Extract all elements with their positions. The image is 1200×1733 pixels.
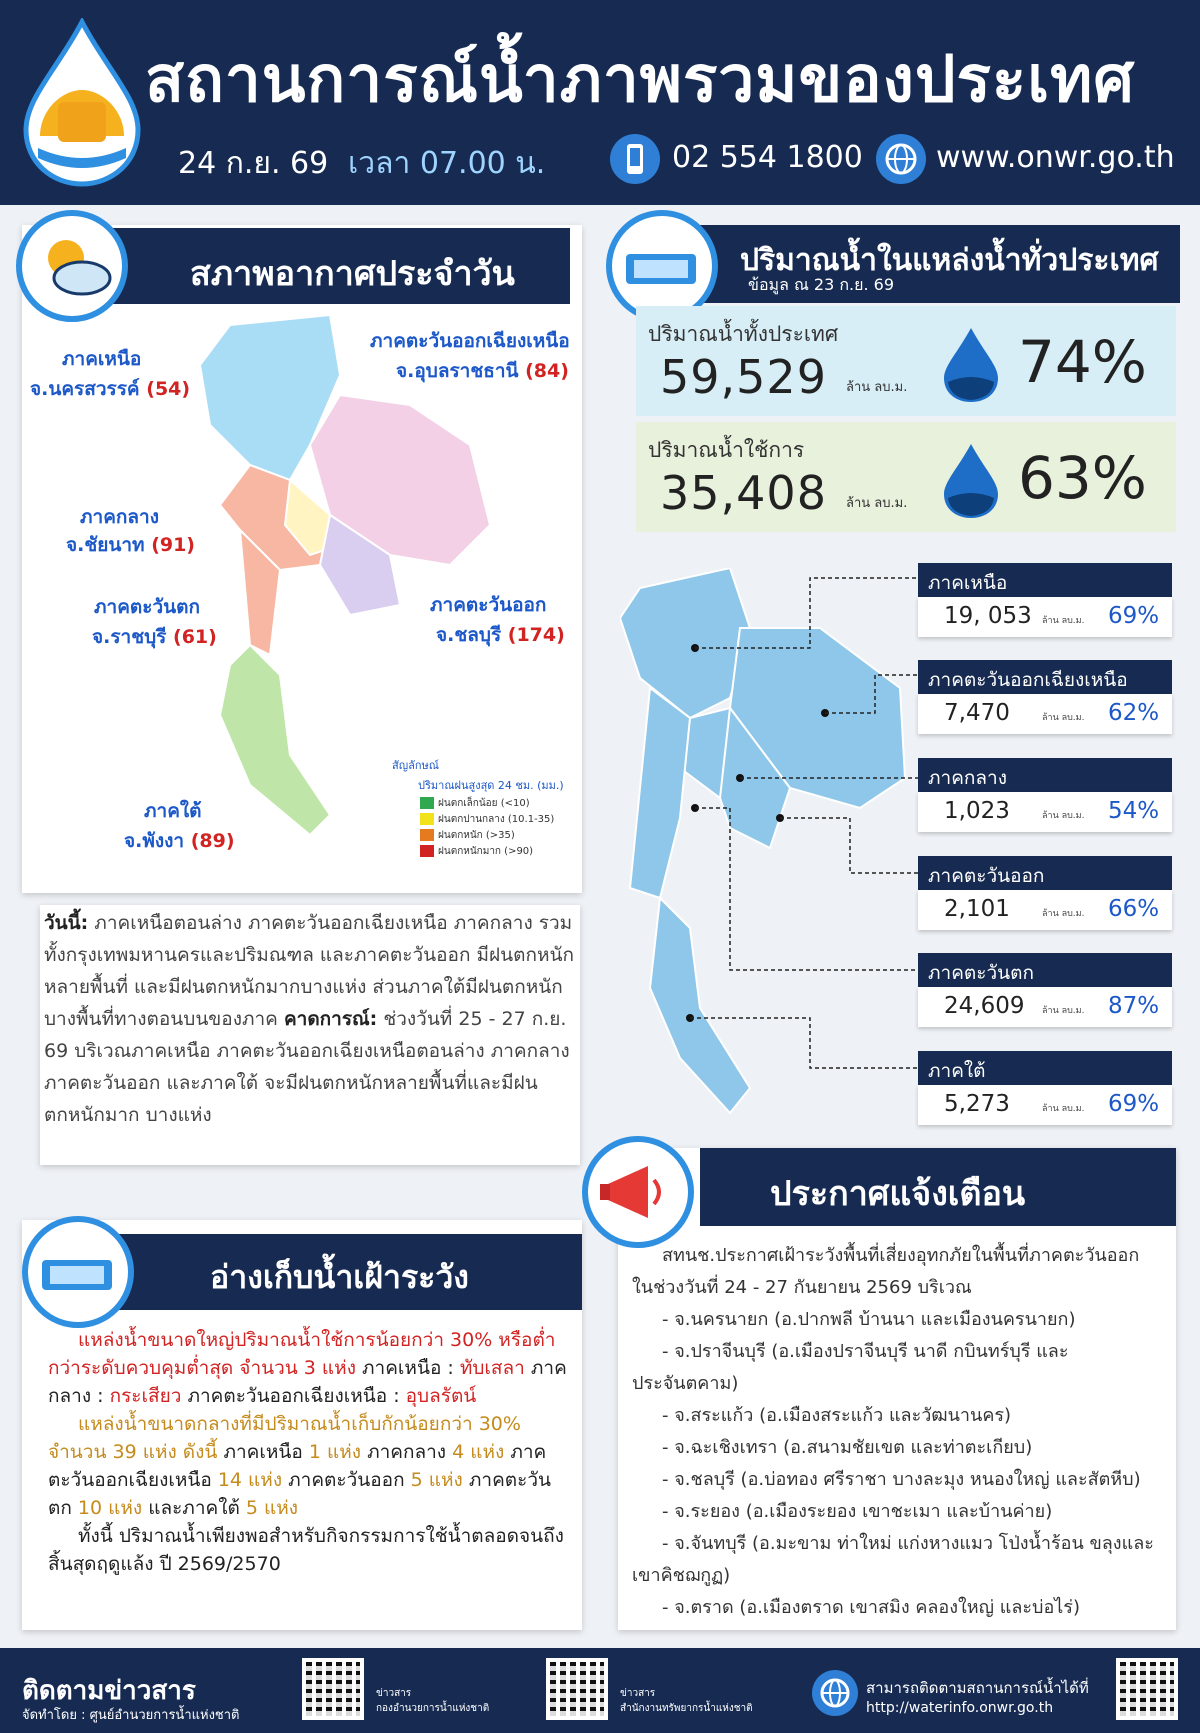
water-drop-icon — [940, 326, 1002, 404]
report-time: เวลา 07.00 น. — [348, 146, 546, 181]
qr-label: ข่าวสาร กองอำนวยการน้ำแห่งชาติ — [376, 1688, 490, 1714]
region-name: ภาคกลาง — [918, 758, 1172, 792]
weather-region-west-province: จ.ราชบุรี (61) — [92, 626, 217, 648]
phone-icon — [610, 134, 660, 184]
legend-item: ฝนตกเล็กน้อย (<10) — [420, 796, 530, 810]
region-percent: 87% — [1108, 993, 1160, 1019]
weather-region-northeast: ภาคตะวันออกเฉียงเหนือ — [370, 330, 570, 352]
qr-code[interactable] — [1116, 1658, 1178, 1720]
region-percent: 66% — [1108, 896, 1160, 922]
qr-code[interactable] — [546, 1658, 608, 1720]
report-date: 24 ก.ย. 69 — [178, 146, 329, 181]
weather-region-south: ภาคใต้ — [144, 800, 202, 822]
region-volume: 7,470 — [944, 700, 1010, 726]
legend-title: สัญลักษณ์ — [392, 759, 439, 772]
warning-item: - จ.ตราด (อ.เมืองตราด เขาสมิง คลองใหญ่ และบ่อไร่) — [662, 1597, 1080, 1618]
legend-item: ฝนตกปานกลาง (10.1-35) — [420, 812, 554, 826]
region-unit: ล้าน ลบ.ม. — [1042, 616, 1085, 626]
warning-item: - จ.ชลบุรี (อ.บ่อทอง ศรีราชา บางละมุง หนองใหญ่ และสัตหีบ) — [662, 1469, 1141, 1490]
usable-water-percent: 63% — [1018, 444, 1147, 512]
website-link[interactable]: www.onwr.go.th — [936, 140, 1175, 175]
region-unit: ล้าน ลบ.ม. — [1042, 1104, 1085, 1114]
total-water-value: 59,529 — [660, 350, 827, 404]
weather-description: วันนี้: ภาคเหนือตอนล่าง ภาคตะวันออกเฉียงเหนือ ภาคกลาง รวมทั้งกรุงเทพมหานครและปริมณฑล และภาคตะวันออก มีฝนตกหนักหลายพื้นที่ และมีฝนตกหนักมากบางแห่ง ส่วนภาคใต้มีฝนตกหนักบางพื้นที่ทางตอนบนของภาค คาดการณ์: ช่วงวันที่ 25 - 27 ก.ย. 69 บริเวณภาคเหนือ ภาคตะวันออกเฉียงเหนือตอนล่าง ภาคกลาง ภาคตะวันออก และภาคใต้ จะมีฝนตกหนักหลายพื้นที่และมีฝนตกหนักมาก บางแห่ง — [40, 905, 580, 1165]
footer-follow-text: สามารถติดตามสถานการณ์น้ำได้ที่ — [866, 1679, 1089, 1697]
usable-water-card — [636, 422, 1176, 532]
footer-title: ติดตามข่าวสาร — [22, 1676, 196, 1706]
warning-item: - จ.ระยอง (อ.เมืองระยอง เขาชะเมา และบ้านค่าย) — [662, 1501, 1053, 1522]
warning-item: - จ.ปราจีนบุรี (อ.เมืองปราจีนบุรี นาดี กบินทร์บุรี และประจันตคาม) — [632, 1341, 1069, 1394]
region-volume: 2,101 — [944, 896, 1010, 922]
globe-icon — [876, 134, 926, 184]
region-unit: ล้าน ลบ.ม. — [1042, 811, 1085, 821]
region-name: ภาคตะวันตก — [918, 953, 1172, 987]
total-water-label: ปริมาณน้ำทั้งประเทศ — [648, 322, 839, 346]
phone-number[interactable]: 02 554 1800 — [672, 140, 863, 175]
warning-item: - จ.นครนายก (อ.ปากพลี บ้านนา และเมืองนครนายก) — [662, 1309, 1076, 1330]
water-volume-title: ปริมาณน้ำในแหล่งน้ำทั่วประเทศ — [690, 225, 1180, 303]
warning-item: - จ.จันทบุรี (อ.มะขาม ท่าใหม่ แก่งหางแมว โป่งน้ำร้อน ขลุงและเขาคิชฌกูฏ) — [632, 1533, 1154, 1586]
thailand-rain-map — [190, 315, 510, 845]
weather-cloud-sun-icon — [16, 210, 128, 322]
region-percent: 69% — [1108, 1091, 1160, 1117]
region-volume: 1,023 — [944, 798, 1010, 824]
region-box-west — [918, 953, 1172, 1027]
footer-url-link[interactable]: http://waterinfo.onwr.go.th — [866, 1700, 1054, 1716]
reservoir-title: อ่างเก็บน้ำเฝ้าระวัง — [110, 1234, 582, 1310]
total-water-unit: ล้าน ลบ.ม. — [846, 380, 908, 395]
weather-region-south-province: จ.พังงา (89) — [124, 830, 235, 852]
weather-region-north: ภาคเหนือ — [62, 348, 142, 370]
region-volume: 19, 053 — [944, 603, 1032, 629]
region-volume: 24,609 — [944, 993, 1025, 1019]
onwr-logo — [18, 18, 146, 188]
region-box-central — [918, 758, 1172, 832]
region-box-south — [918, 1051, 1172, 1125]
region-name: ภาคตะวันออกเฉียงเหนือ — [918, 660, 1172, 694]
region-name: ภาคเหนือ — [918, 563, 1172, 597]
region-volume: 5,273 — [944, 1091, 1010, 1117]
weather-title: สภาพอากาศประจำวัน — [90, 228, 570, 304]
weather-region-east-province: จ.ชลบุรี (174) — [436, 624, 565, 646]
usable-water-unit: ล้าน ลบ.ม. — [846, 496, 908, 511]
usable-water-label: ปริมาณน้ำใช้การ — [648, 438, 805, 462]
total-water-percent: 74% — [1018, 328, 1147, 396]
dam-icon — [22, 1216, 134, 1328]
legend-subtitle: ปริมาณฝนสูงสุด 24 ชม. (มม.) — [418, 779, 564, 792]
region-unit: ล้าน ลบ.ม. — [1042, 1006, 1085, 1016]
region-percent: 62% — [1108, 700, 1160, 726]
region-name: ภาคตะวันออก — [918, 856, 1172, 890]
water-drop-icon — [940, 442, 1002, 520]
weather-region-west: ภาคตะวันตก — [94, 596, 200, 618]
qr-label: ข่าวสาร สำนักงานทรัพยากรน้ำแห่งชาติ — [620, 1688, 753, 1714]
weather-region-north-province: จ.นครสวรรค์ (54) — [30, 378, 191, 400]
weather-region-central-province: จ.ชัยนาท (91) — [66, 534, 195, 556]
region-unit: ล้าน ลบ.ม. — [1042, 909, 1085, 919]
legend-item: ฝนตกหนักมาก (>90) — [420, 844, 533, 858]
globe-icon — [812, 1670, 858, 1716]
water-as-of-date: ข้อมูล ณ 23 ก.ย. 69 — [748, 275, 895, 294]
warning-text: สทนช.ประกาศเฝ้าระวังพื้นที่เสี่ยงอุทกภัยในพื้นที่ภาคตะวันออก ในช่วงวันที่ 24 - 27 กันยายน 2569 บริเวณ - จ.นครนายก (อ.ปากพลี บ้านนา และเมืองนครนายก) - จ.ปราจีนบุรี (อ.เมืองปราจีนบุรี นาดี กบินทร์บุรี และประจันตคาม) - จ.สระแก้ว (อ.เมืองสระแก้ว และวัฒนานคร) - จ.ฉะเชิงเทรา (อ.สนามชัยเขต และท่าตะเกียบ) - จ.ชลบุรี (อ.บ่อทอง ศรีราชา บางละมุง หนองใหญ่ และสัตหีบ) - จ.ระยอง (อ.เมืองระยอง เขาชะเมา และบ้านค่าย) - จ.จันทบุรี (อ.มะขาม ท่าใหม่ แก่งหางแมว โป่งน้ำร้อน ขลุงและเขาคิชฌกูฏ) - จ.ตราด (อ.เมืองตราด เขาสมิง คลองใหญ่ และบ่อไร่) — [632, 1240, 1162, 1624]
region-percent: 69% — [1108, 603, 1160, 629]
warning-item: - จ.ฉะเชิงเทรา (อ.สนามชัยเขต และท่าตะเกียบ) — [662, 1437, 1033, 1458]
footer-credit: จัดทำโดย : ศูนย์อำนวยการน้ำแห่งชาติ — [22, 1708, 240, 1723]
region-box-northeast — [918, 660, 1172, 734]
weather-region-east: ภาคตะวันออก — [430, 594, 547, 616]
reservoir-text: แหล่งน้ำขนาดใหญ่ปริมาณน้ำใช้การน้อยกว่า 30% หรือต่ำกว่าระดับควบคุมต่ำสุด จำนวน 3 แห่ง ภาคเหนือ : ทับเสลา ภาคกลาง : กระเสียว ภาคตะวันออกเฉียงเหนือ : อุบลรัตน์ แหล่งน้ำขนาดกลางที่มีปริมาณน้ำเก็บกักน้อยกว่า 30% จำนวน 39 แห่ง ดังนี้ ภาคเหนือ 1 แห่ง ภาคกลาง 4 แห่ง ภาคตะวันออกเฉียงเหนือ 14 แห่ง ภาคตะวันออก 5 แห่ง ภาคตะวันตก 10 แห่ง และภาคใต้ 5 แห่ง ทั้งนี้ ปริมาณน้ำเพียงพอสำหรับกิจกรรมการใช้น้ำตลอดจนถึงสิ้นสุดฤดูแล้ง ปี 2569/2570 — [48, 1329, 567, 1575]
weather-region-central: ภาคกลาง — [80, 506, 159, 528]
page-title: สถานการณ์น้ำภาพรวมของประเทศ — [145, 43, 1135, 117]
region-unit: ล้าน ลบ.ม. — [1042, 713, 1085, 723]
megaphone-icon — [582, 1136, 694, 1248]
region-name: ภาคใต้ — [918, 1051, 1172, 1085]
thailand-water-map — [620, 568, 920, 1128]
weather-region-northeast-province: จ.อุบลราชธานี (84) — [396, 360, 569, 382]
qr-code[interactable] — [302, 1658, 364, 1720]
warning-title: ประกาศแจ้งเตือน — [700, 1148, 1176, 1226]
warning-item: - จ.สระแก้ว (อ.เมืองสระแก้ว และวัฒนานคร) — [662, 1405, 1012, 1426]
region-box-north — [918, 563, 1172, 637]
region-percent: 54% — [1108, 798, 1160, 824]
usable-water-value: 35,408 — [660, 466, 827, 520]
legend-item: ฝนตกหนัก (>35) — [420, 828, 515, 842]
region-box-east — [918, 856, 1172, 930]
total-water-card — [636, 306, 1176, 416]
